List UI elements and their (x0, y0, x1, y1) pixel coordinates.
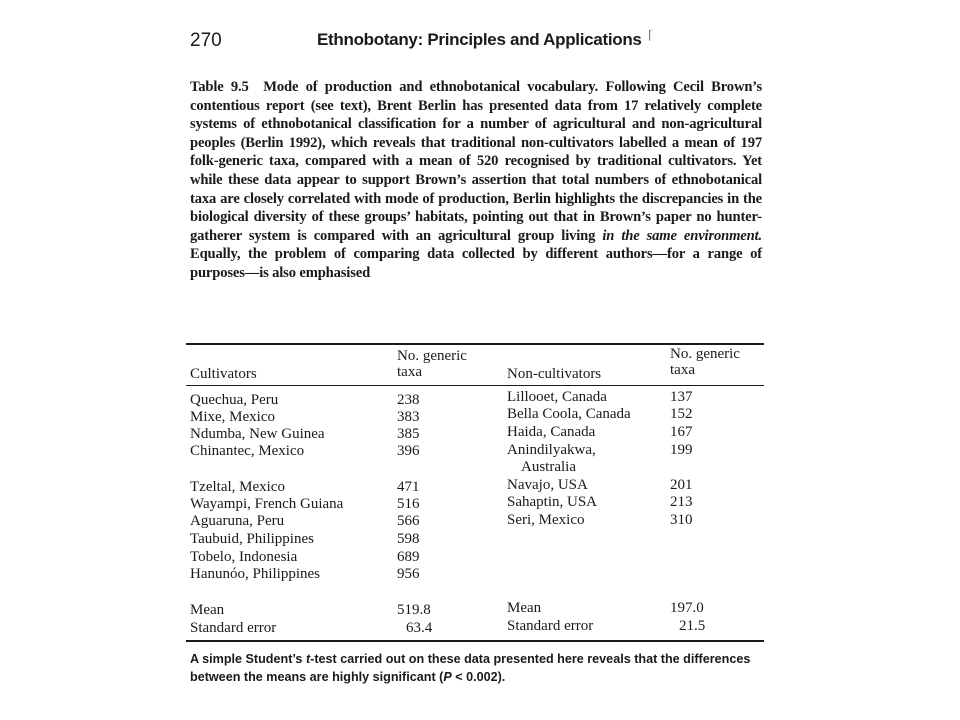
cultivator-name: Wayampi, French Guiana (190, 496, 344, 512)
cultivator-name: Ndumba, New Guinea (190, 426, 325, 442)
non-cultivator-taxa: 152 (670, 406, 693, 422)
running-title: Ethnobotany: Principles and Applications (317, 30, 642, 49)
non-cultivator-name: Seri, Mexico (507, 512, 585, 528)
footnote-t-italic: t (305, 652, 311, 666)
header-non-taxa-line2: taxa (670, 362, 695, 378)
non-cultivator-name: Sahaptin, USA (507, 494, 597, 510)
cultivator-taxa: 396 (397, 443, 420, 459)
non-cultivator-taxa: 213 (670, 494, 693, 510)
non-cultivator-name: Bella Coola, Canada (507, 406, 631, 422)
header-non-taxa-line1: No. generic (670, 346, 740, 362)
header-cultivators: Cultivators (190, 366, 257, 382)
cultivator-taxa: 566 (397, 513, 420, 529)
header-cult-taxa-line2: taxa (397, 364, 422, 380)
table-footnote (190, 650, 760, 686)
cult-se-value: 63.4 (406, 620, 433, 636)
cultivator-taxa: 689 (397, 549, 420, 565)
footnote-text: A simple Student’s (190, 652, 303, 666)
non-cultivator-name: Navajo, USA (507, 477, 588, 493)
cultivator-taxa: 598 (397, 531, 420, 547)
header-non-cultivators: Non-cultivators (507, 366, 602, 382)
cultivator-name: Aguaruna, Peru (190, 513, 285, 529)
cultivator-name: Mixe, Mexico (190, 409, 275, 425)
non-mean-value: 197.0 (670, 600, 704, 616)
page-number: 270 (190, 30, 222, 51)
page-header (190, 30, 670, 56)
footnote-text-mid: -test carried out on these data presented here reveals that the differences between the means are highly significant ( (190, 652, 751, 684)
non-cultivator-taxa: 167 (670, 424, 693, 440)
footnote-text-end: < 0.002). (451, 670, 506, 684)
cultivator-taxa: 385 (397, 426, 420, 442)
non-cultivator-name: Anindilyakwa, (507, 442, 596, 458)
cult-se-label: Standard error (190, 620, 277, 636)
caption-italic-text: in the same environment. (602, 227, 762, 244)
header-cult-taxa-line1: No. generic (397, 348, 467, 364)
cultivator-name: Tzeltal, Mexico (190, 479, 285, 495)
non-mean-label: Mean (507, 600, 542, 616)
caption-text-end: Equally, the problem of comparing data collected by different authors—for a range of purposes—is also emphasised (190, 246, 762, 281)
cultivator-name: Taubuid, Philippines (190, 531, 314, 547)
scan-mark: ⌈ (648, 28, 653, 42)
table-top-rule (186, 343, 764, 345)
cultivator-taxa: 383 (397, 409, 420, 425)
cult-mean-label: Mean (190, 602, 225, 618)
cultivator-taxa: 956 (397, 566, 420, 582)
non-cultivator-name: Lillooet, Canada (507, 389, 607, 405)
footnote-p-italic: P (443, 670, 452, 684)
cultivator-name: Chinantec, Mexico (190, 443, 305, 459)
table-label: Table 9.5 (190, 79, 249, 95)
cultivator-taxa: 516 (397, 496, 420, 512)
cultivator-name: Tobelo, Indonesia (190, 549, 298, 565)
non-cultivator-name-line2: Australia (521, 459, 576, 475)
cultivator-name: Quechua, Peru (190, 392, 279, 408)
non-cultivator-taxa: 310 (670, 512, 693, 528)
table-bottom-rule (186, 640, 764, 642)
table-caption (190, 78, 762, 283)
table-header-rule (186, 385, 764, 386)
non-cultivator-name: Haida, Canada (507, 424, 596, 440)
cultivator-taxa: 471 (397, 479, 420, 495)
non-se-label: Standard error (507, 618, 594, 634)
caption-text: Following Cecil Brown’s contentious report (see text), Brent Berlin has presented data from 17 relatively complete systems of ethnobotanical classification for a number of agricultural and non-agricultural peoples (Berlin 1992), which reveals that traditional non-cultivators labelled a mean of 197 folk-generic taxa, compared with a mean of 520 recognised by traditional cultivators. Yet while these data appear to support Brown’s assertion that total numbers of ethnobotanical taxa are closely correlated with mode of production, Berlin highlights the discrepancies in the biological diversity of these groups’ habitats, pointing out that in Brown’s paper no hunter-gatherer system is compared with an agricultural group living (190, 79, 762, 244)
non-cultivator-taxa: 201 (670, 477, 693, 493)
cult-mean-value: 519.8 (397, 602, 431, 618)
non-cultivator-taxa: 199 (670, 442, 693, 458)
cultivator-taxa: 238 (397, 392, 420, 408)
cultivator-name: Hanunóo, Philippines (190, 566, 320, 582)
non-se-value: 21.5 (679, 618, 706, 634)
non-cultivator-taxa: 137 (670, 389, 693, 405)
table-title: Mode of production and ethnobotanical vocabulary. (263, 79, 599, 95)
